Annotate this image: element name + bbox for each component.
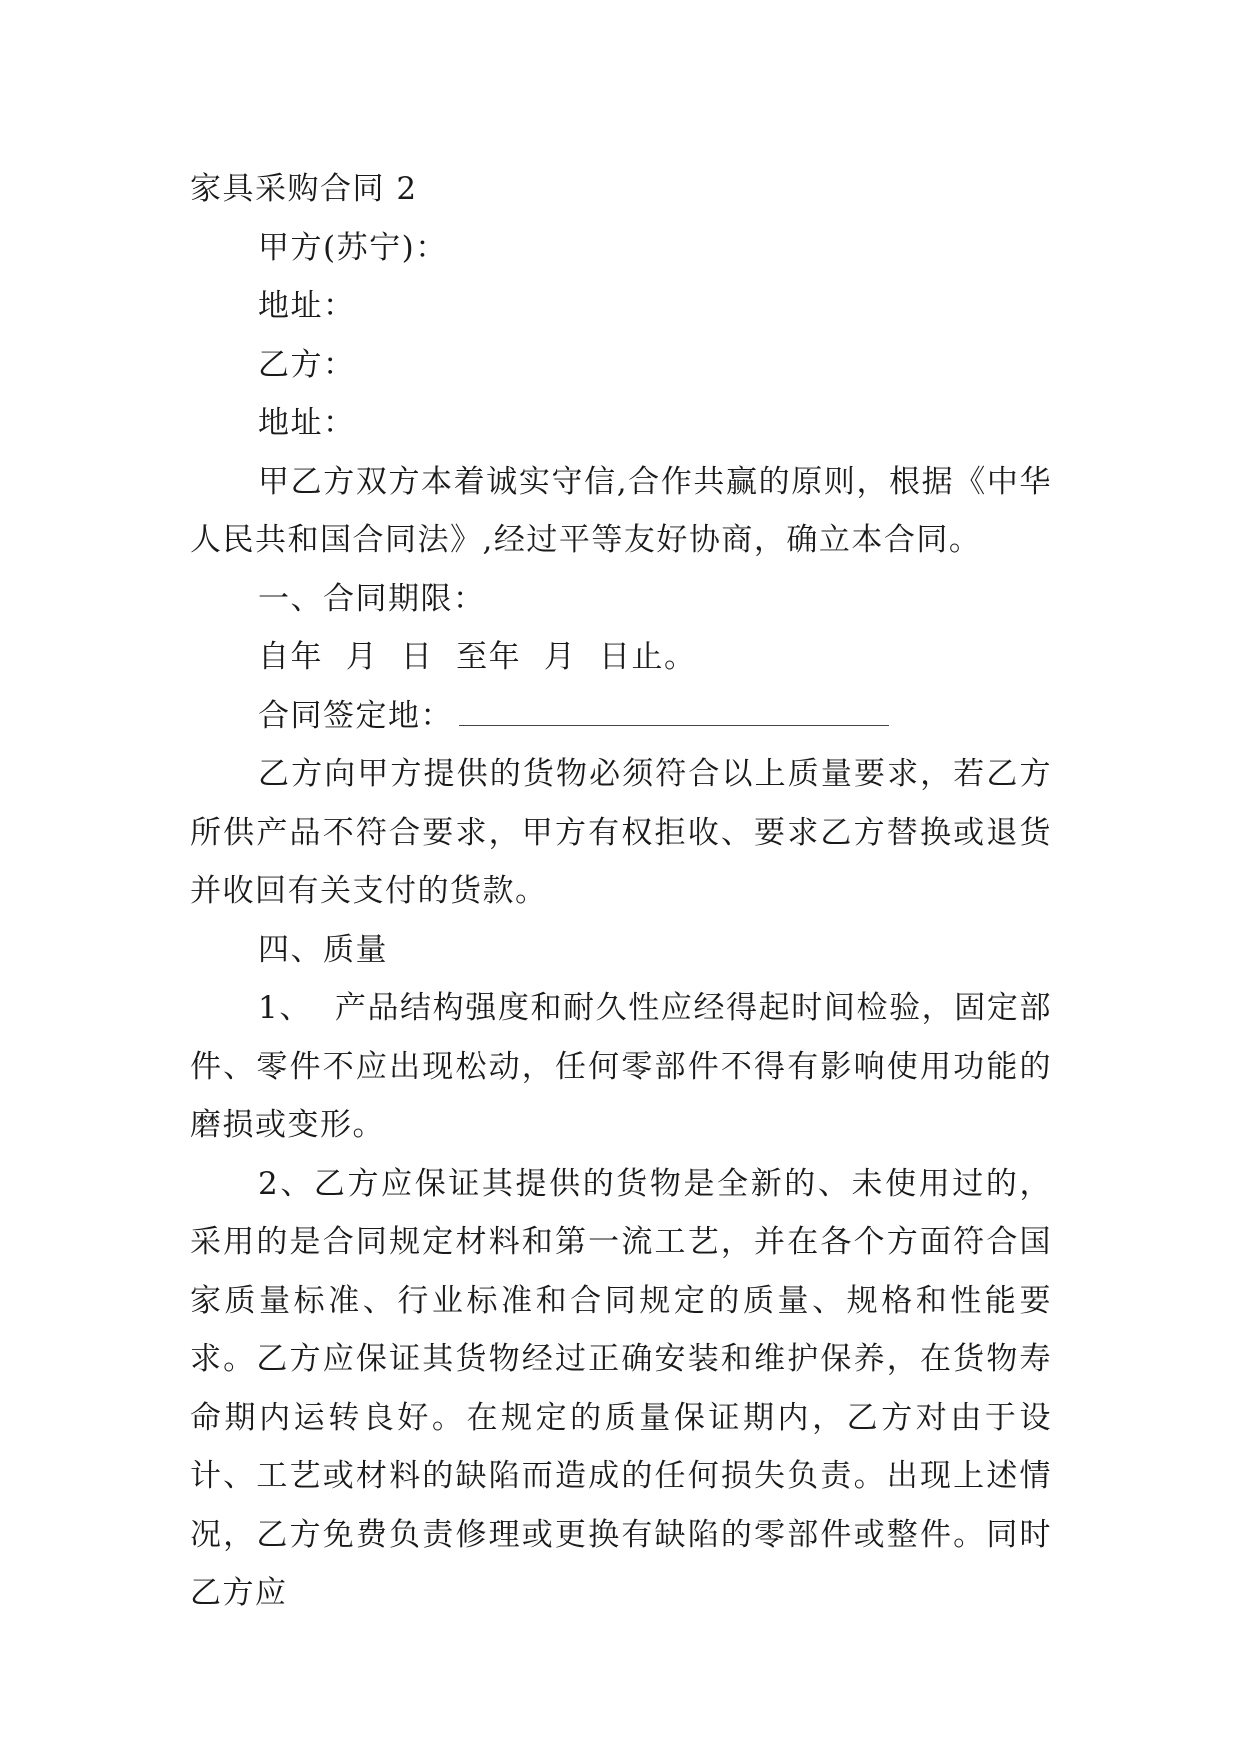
signing-place-blank [459, 695, 889, 726]
quality-heading: 四、质量 [258, 931, 388, 968]
party-b-address: 地址： [258, 405, 356, 441]
party-a-address: 地址： [258, 288, 356, 324]
signing-place-line [190, 687, 1052, 746]
contract-body [190, 160, 1052, 1623]
party-a-line: 甲方(苏宁)： [258, 229, 448, 266]
signing-place-label: 合同签定地： [258, 697, 453, 734]
term-text: 自年 月 日 至年 月 日止。 [258, 639, 697, 675]
term-heading: 一、合同期限： [258, 580, 486, 617]
quality-requirement-paragraph: 乙方向甲方提供的货物必须符合以上质量要求，若乙方所供产品不符合要求，甲方有权拒收、要求乙方替换或退货并收回有关支付的货款。 [190, 756, 1052, 909]
document-title: 家具采购合同 2 [190, 171, 418, 207]
party-b-line: 乙方： [258, 346, 356, 383]
quality-item-1: 1、 产品结构强度和耐久性应经得起时间检验，固定部件、零件不应出现松动，任何零部件不得有影响使用功能的磨损或变形。 [190, 990, 1052, 1143]
preamble-paragraph: 甲乙方双方本着诚实守信,合作共赢的原则，根据《中华人民共和国合同法》,经过平等友好协商，确立本合同。 [190, 463, 1052, 558]
quality-item-2: 2、乙方应保证其提供的货物是全新的、未使用过的，采用的是合同规定材料和第一流工艺，并在各个方面符合国家质量标准、行业标准和合同规定的质量、规格和性能要求。乙方应保证其货物经过正确安装和维护保养，在货物寿命期内运转良好。在规定的质量保证期内，乙方对由于设计、工艺或材料的缺陷而造成的任何损失负责。出现上述情况，乙方免费负责修理或更换有缺陷的零部件或整件。同时乙方应 [190, 1165, 1052, 1611]
